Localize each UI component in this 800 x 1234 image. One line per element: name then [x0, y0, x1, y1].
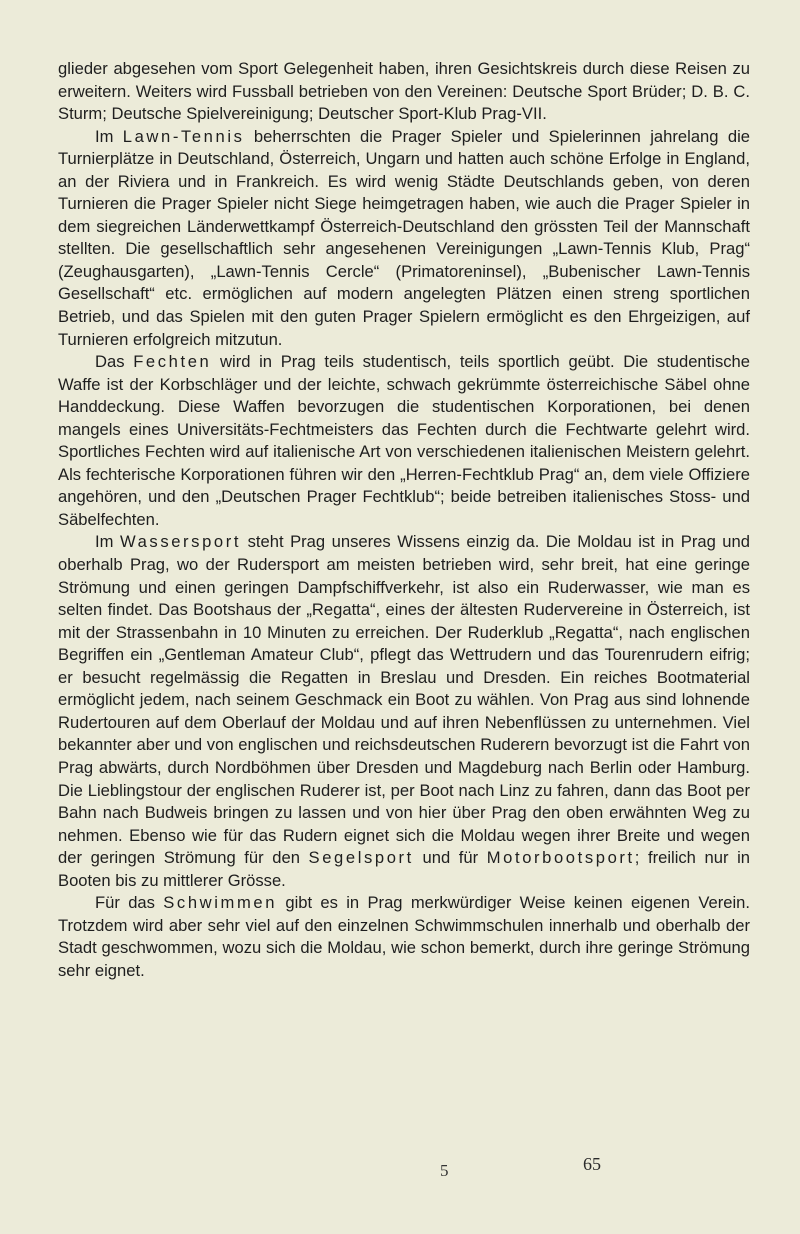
body-text [58, 58, 750, 982]
text-run: und für [413, 848, 487, 868]
text-run: Im [95, 532, 120, 552]
text-run: beherrschten die Prager Spieler und Spielerinnen jahrelang die Turnierplätze in Deutschland, Österreich, Ungarn und hatten auch schöne Erfolge in England, an der Riviera und in Frankreich. Es wird wenig Städte Deutschlands geben, von deren Turnieren die Prager Spieler nicht Siege heimgetragen haben, wie auch die Prager Spieler in dem siegreichen Länderwettkampf Österreich-Deutschland den grössten Teil der Mannschaft stellten. Die gesellschaftlich sehr angesehenen Vereinigungen „Lawn-Tennis Klub, Prag“ (Zeughausgarten), „Lawn-Tennis Cercle“ (Primatoreninsel), „Bubenischer Lawn-Tennis Gesellschaft“ etc. ermöglichen auf modern angelegten Plätzen einen streng sportlichen Betrieb, und das Spielen mit den guten Prager Spielern ermöglicht es den Ehrgeizigen, auf Turnieren erfolgreich mitzutun. [58, 126, 750, 349]
text-run: Für das [95, 893, 164, 913]
paragraph-wassersport [58, 531, 750, 892]
text-run: glieder abgesehen vom Sport Gelegenheit haben, ihren Gesichtskreis durch diese Reisen zu erweitern. Weiters wird Fussball betrieben von den Vereinen: Deutsche Sport Brüder; D. B. C. Sturm; Deutsche Spielvereinigung; Deutscher Sport-Klub Prag-VII. [58, 59, 750, 124]
text-run: wird in Prag teils studentisch, teils sportlich geübt. Die studentische Waffe ist der Korbschläger und der leichte, schwach gekrümmte österreichische Säbel ohne Handdeckung. Diese Waffen bevorzugen die studentischen Korporationen, bei denen mangels eines Universitäts-Fechtmeisters das Fechten durch die Fechtwarte gelehrt wird. Sportliches Fechten wird auf italienische Art von verschiedenen italienischen Meistern gelehrt. Als fechterische Korporationen führen wir den „Herren-Fechtklub Prag“ an, dem viele Offiziere angehören, und den „Deutschen Prager Fechtklub“; beide betreiben italienisches Stoss- und Säbelfechten. [58, 352, 750, 529]
spaced-term-fechten: Fechten [133, 352, 212, 372]
text-run: steht Prag unseres Wissens einzig da. Die Moldau ist in Prag und oberhalb Prag, wo der Rudersport am meisten betrieben wird, sehr breit, hat eine geringe Strömung und einen geringen Dampfschiffverkehr, ist also ein Ruderwasser, wie man es selten findet. Das Bootshaus der „Regatta“, eines der ältesten Rudervereine in Österreich, ist mit der Strassenbahn in 10 Minuten zu erreichen. Der Ruderklub „Regatta“, nach englischen Begriffen ein „Gentleman Amateur Club“, pflegt das Wettrudern und das Tourenrudern eifrig; er besucht regelmässig die Regatten in Breslau und Dresden. Ein reiches Bootmaterial ermöglicht jedem, nach seinem Geschmack ein Boot zu wählen. Von Prag aus sind lohnende Rudertouren auf dem Oberlauf der Moldau und auf ihren Nebenflüssen zu unternehmen. Viel bekannter aber und von englischen und reichsdeutschen Ruderern bevorzugt ist die Fahrt von Prag abwärts, durch Nordböhmen über Dresden und Magdeburg nach Berlin oder Hamburg. Die Lieblingstour der englischen Ruderer ist, per Boot nach Linz zu fahren, dann das Boot per Bahn nach Budweis bringen zu lassen und von hier über Prag den oben erwähnten Weg zu nehmen. Ebenso wie für das Rudern eignet sich die Moldau wegen ihrer Breite und wegen der geringen Strömung für den [58, 532, 750, 868]
paragraph-fechten [58, 351, 750, 531]
signature-mark: 5 [440, 1161, 449, 1180]
spaced-term-schwimmen: Schwimmen [163, 893, 278, 913]
spaced-term-segelsport: Segelsport [308, 848, 414, 868]
paragraph-football [58, 58, 750, 126]
text-run: Das [95, 352, 134, 372]
text-run: gibt es in Prag merkwürdiger Weise keinen eigenen Verein. Trotzdem wird aber sehr viel auf den einzelnen Schwimmschulen innerhalb und oberhalb der Stadt geschwommen, wozu sich die Moldau, wie schon bemerkt, durch ihre geringe Strömung sehr eignet. [58, 893, 750, 980]
spaced-term-motorbootsport: Motorbootsport [486, 848, 635, 868]
text-run: Im [95, 126, 123, 146]
spaced-term-lawn-tennis: Lawn-Tennis [122, 126, 245, 146]
spaced-term-wassersport: Wassersport [119, 532, 242, 552]
page-number: 65 [583, 1154, 601, 1174]
text-run: ; freilich nur in Booten bis zu mittlerer Grösse. [58, 848, 750, 890]
paragraph-schwimmen [58, 892, 750, 982]
paragraph-lawn-tennis [58, 126, 750, 351]
